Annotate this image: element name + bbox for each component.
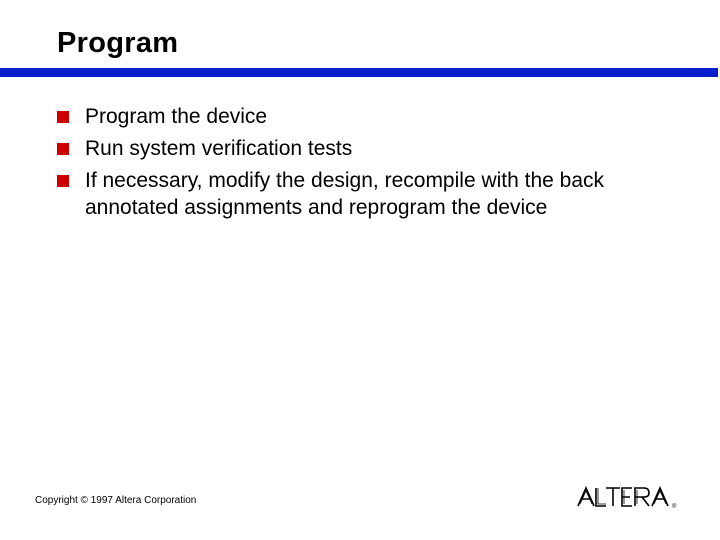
title-rule [0,68,718,77]
square-bullet-icon [57,143,69,155]
bullet-text: If necessary, modify the design, recompile with the back annotated assignments and reprogram the device [85,169,605,219]
square-bullet-icon [57,175,69,187]
bullet-text: Run system verification tests [85,137,353,160]
slide-title: Program [57,27,179,59]
bullet-item [57,135,657,162]
bullet-list [57,103,657,226]
altera-logo [576,484,686,510]
bullet-item [57,167,657,221]
bullet-text: Program the device [85,105,268,128]
copyright-footer: Copyright © 1997 Altera Corporation [35,495,197,506]
registered-mark: ® [672,504,677,510]
bullet-item [57,103,657,130]
square-bullet-icon [57,111,69,123]
